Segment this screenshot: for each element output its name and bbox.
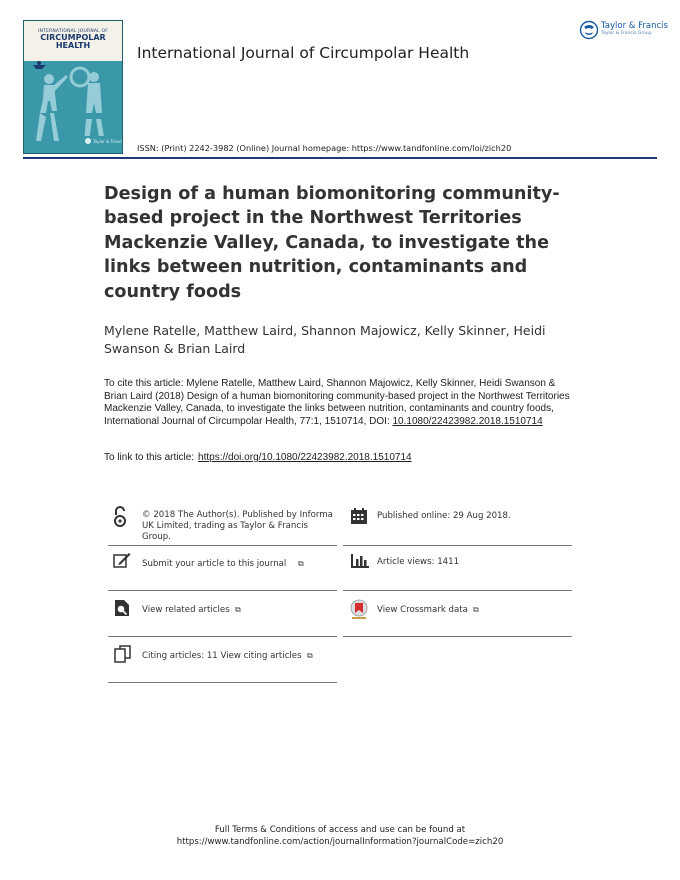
header-divider [23, 157, 657, 159]
submit-article-label: Submit your article to this journal [142, 559, 287, 569]
cover-title-line1: INTERNATIONAL JOURNAL OF [37, 29, 109, 34]
external-link-icon: ⧉ [307, 651, 313, 660]
open-access-lock-icon [113, 506, 127, 528]
calendar-icon [350, 507, 368, 525]
citation-block [104, 378, 574, 428]
crossmark-icon [350, 599, 368, 621]
citation-label: To cite this article: [104, 378, 184, 389]
cover-illustration [24, 61, 123, 154]
cover-title-line3: HEALTH [55, 41, 91, 50]
article-doi-url[interactable]: https://doi.org/10.1080/22423982.2018.1510714 [198, 452, 412, 463]
journal-cover-image [23, 20, 123, 154]
meta-divider [108, 545, 337, 546]
external-link-icon: ⧉ [235, 605, 241, 614]
terms-url[interactable]: https://www.tandfonline.com/action/journalInformation?journalCode=zich20 [176, 837, 504, 847]
article-authors: Mylene Ratelle, Matthew Laird, Shannon Majowicz, Kelly Skinner, Heidi Swanson & Brian Laird [104, 323, 546, 356]
citation-doi-link[interactable]: 10.1080/22423982.2018.1510714 [392, 415, 543, 427]
related-articles-icon [114, 599, 130, 617]
license-line-2: UK Limited, trading as Taylor & Francis [142, 521, 308, 531]
cover-title-line2: CIRCUMPOLAR [40, 33, 106, 42]
license-line-1: © 2018 The Author(s). Published by Informa [142, 510, 333, 520]
citing-articles-label: Citing articles: 11 View citing articles [142, 651, 302, 661]
citing-articles-icon [114, 645, 132, 663]
cover-title-block [24, 21, 122, 61]
external-link-icon: ⧉ [473, 605, 479, 614]
svg-text:Taylor & Francis: Taylor & Francis [93, 139, 124, 144]
submit-pencil-icon [113, 552, 131, 568]
journal-title: International Journal of Circumpolar Health [137, 44, 470, 62]
external-link-icon: ⧉ [298, 559, 304, 568]
meta-divider [343, 545, 572, 546]
citation-text: Mylene Ratelle, Matthew Laird, Shannon Majowicz, Kelly Skinner, Heidi Swanson & Brian Laird (2018) Design of a human biomonitoring community-based project in the Northwest Territories Mackenzie Valley, Canada, to investigate the links between nutrition, contaminants and country foods, International Journal of Circumpolar Health, 77:1, 1510714, DOI: [104, 378, 570, 427]
meta-divider [108, 590, 337, 591]
meta-divider [108, 682, 337, 683]
issn-homepage-line[interactable]: ISSN: (Print) 2242-3982 (Online) Journal homepage: https://www.tandfonline.com/loi/zich20 [137, 143, 512, 153]
publisher-tagline: Taylor & Francis Group [601, 31, 652, 36]
article-link-label: To link to this article: [104, 452, 195, 463]
meta-divider [343, 636, 572, 637]
publisher-name: Taylor & Francis [601, 21, 668, 31]
meta-divider [108, 636, 337, 637]
related-articles-label: View related articles [142, 605, 230, 615]
article-title: Design of a human biomonitoring community-based project in the Northwest Territories Mackenzie Valley, Canada, to investigate the links between nutrition, contaminants and country foods [104, 184, 560, 302]
meta-divider [343, 590, 572, 591]
terms-line-1: Full Terms & Conditions of access and use can be found at [214, 825, 466, 835]
terms-footer [0, 824, 680, 848]
license-line-3: Group. [142, 532, 171, 542]
article-views-label: Article views: 1411 [377, 557, 460, 567]
article-link-line [104, 452, 574, 463]
crossmark-label: View Crossmark data [377, 605, 468, 615]
published-date-label: Published online: 29 Aug 2018. [377, 511, 511, 521]
bar-chart-views-icon [350, 553, 370, 569]
